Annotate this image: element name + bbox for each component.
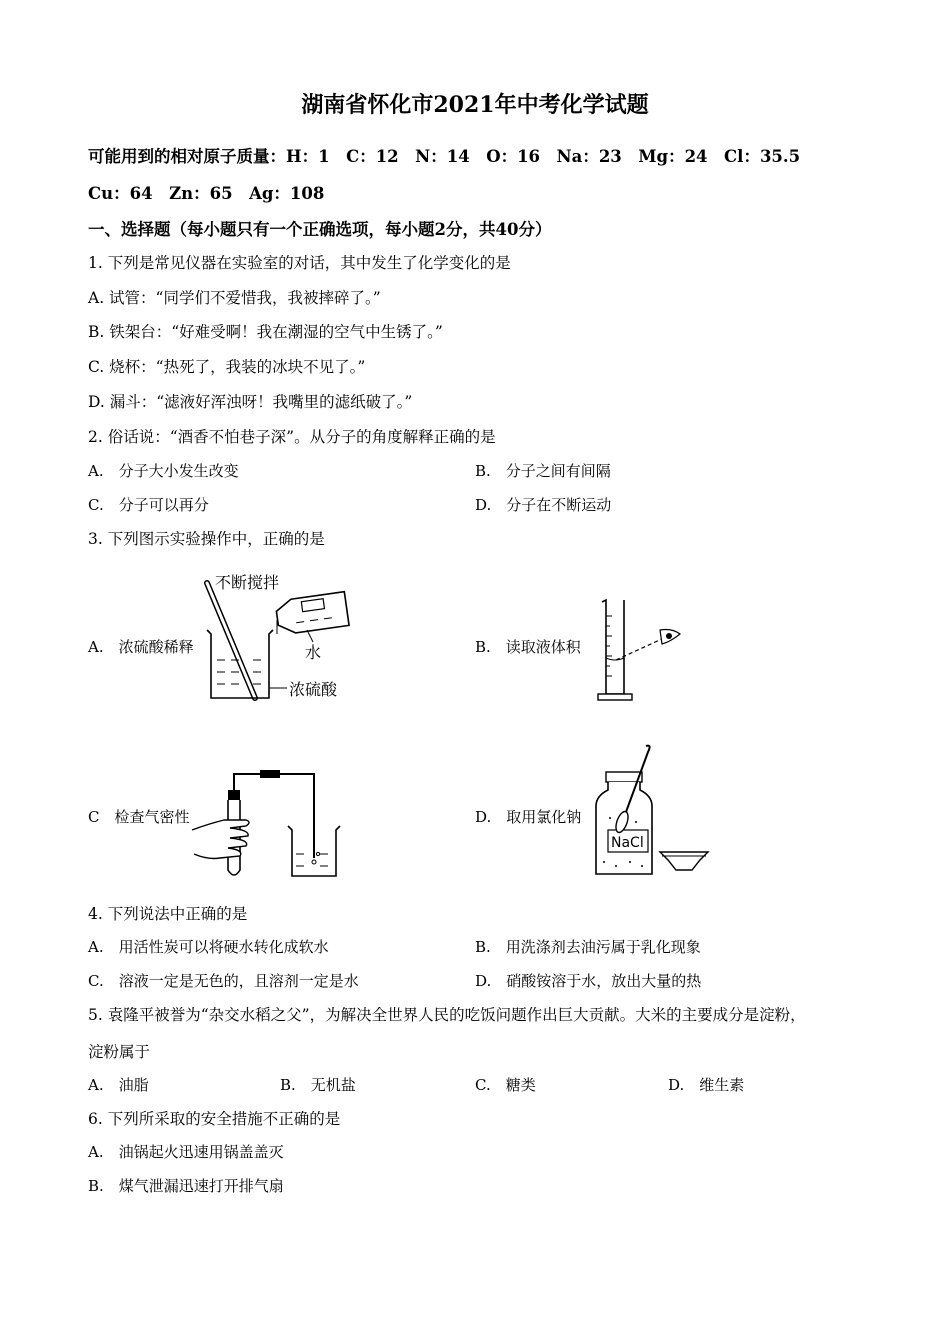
figure-acid-dilution: [195, 568, 355, 708]
q3-option-d: D. 取用氯化钠: [475, 808, 582, 826]
q2-option-a: A. 分子大小发生改变: [88, 462, 239, 480]
q2-option-b: B. 分子之间有间隔: [475, 462, 611, 480]
q4-option-b: B. 用洗涤剂去油污属于乳化现象: [475, 938, 701, 956]
q5-option-b: B. 无机盐: [280, 1076, 356, 1094]
q4-option-c: C. 溶液一定是无色的，且溶剂一定是水: [88, 972, 359, 990]
fig-a-water-label: 水: [305, 643, 322, 662]
atomic-mass-line-2: Cu：64 Zn：65 Ag：108: [88, 184, 325, 203]
q5-option-d: D. 维生素: [668, 1076, 745, 1094]
q1-option-a: A. 试管：“同学们不爱惜我，我被摔碎了。”: [88, 289, 381, 307]
fig-a-acid-label: 浓硫酸: [289, 680, 338, 699]
q1-option-b: B. 铁架台：“好难受啊！我在潮湿的空气中生锈了。”: [88, 323, 443, 341]
atomic-mass-line-1: 可能用到的相对原子质量：H：1 C：12 N：14 O：16 Na：23 Mg：24 Cl：35.5: [88, 147, 801, 166]
q3-option-a: A. 浓硫酸稀释: [88, 638, 194, 656]
q4-stem: 4. 下列说法中正确的是: [88, 905, 248, 923]
fig-d-nacl-label: NaCl: [611, 835, 644, 851]
q2-option-d: D. 分子在不断运动: [475, 496, 612, 514]
q6-option-b: B. 煤气泄漏迅速打开排气扇: [88, 1177, 284, 1195]
figure-take-nacl: [590, 742, 715, 882]
figure-read-volume: [590, 596, 690, 706]
q3-option-c: C 检查气密性: [88, 808, 190, 826]
q2-stem: 2. 俗话说：“酒香不怕巷子深”。从分子的角度解释正确的是: [88, 428, 496, 446]
q3-option-b: B. 读取液体积: [475, 638, 581, 656]
q1-stem: 1. 下列是常见仪器在实验室的对话，其中发生了化学变化的是: [88, 254, 511, 272]
q6-stem: 6. 下列所采取的安全措施不正确的是: [88, 1110, 341, 1128]
q4-option-a: A. 用活性炭可以将硬水转化成软水: [88, 938, 329, 956]
figure-airtightness: [190, 770, 350, 885]
q5-option-a: A. 油脂: [88, 1076, 149, 1094]
q5-option-c: C. 糖类: [475, 1076, 536, 1094]
q2-option-c: C. 分子可以再分: [88, 496, 209, 514]
fig-a-stir-label: 不断搅拌: [215, 573, 280, 592]
page-title: 湖南省怀化市2021年中考化学试题: [301, 92, 649, 118]
q1-option-d: D. 漏斗：“滤液好浑浊呀！我嘴里的滤纸破了。”: [88, 393, 413, 411]
q5-stem: 5. 袁隆平被誉为“杂交水稻之父”，为解决全世界人民的吃饭问题作出巨大贡献。大米的主要成分是淀粉，: [88, 1006, 806, 1024]
q3-stem: 3. 下列图示实验操作中，正确的是: [88, 530, 325, 548]
q6-option-a: A. 油锅起火迅速用锅盖盖灭: [88, 1143, 284, 1161]
q5-stem-continued: 淀粉属于: [88, 1043, 151, 1061]
section-heading: 一、选择题（每小题只有一个正确选项，每小题2分，共40分）: [88, 220, 552, 239]
q4-option-d: D. 硝酸铵溶于水，放出大量的热: [475, 972, 702, 990]
q1-option-c: C. 烧杯：“热死了，我装的冰块不见了。”: [88, 358, 366, 376]
